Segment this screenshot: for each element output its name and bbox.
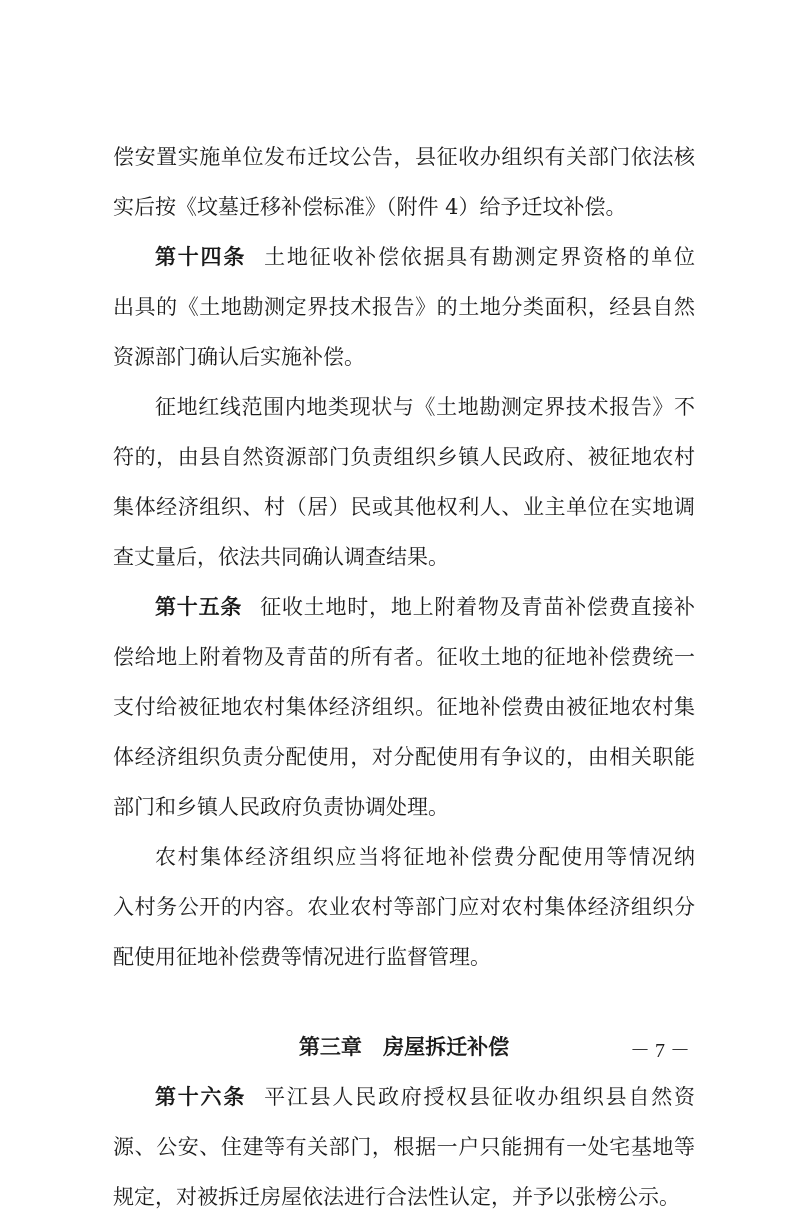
article-14-title: 第十四条	[155, 245, 247, 269]
article-15-text: 征收土地时，地上附着物及青苗补偿费直接补	[260, 595, 695, 619]
paragraph-line: 集体经济组织、村（居）民或其他权利人、业主单位在实地调	[113, 495, 695, 519]
paragraph-line: 农村集体经济组织应当将征地补偿费分配使用等情况纳	[155, 845, 695, 869]
paragraph-line: 征地红线范围内地类现状与《土地勘测定界技术报告》不	[155, 395, 695, 419]
article-16-text: 平江县人民政府授权县征收办组织县自然资	[264, 1085, 695, 1109]
paragraph-line: 体经济组织负责分配使用，对分配使用有争议的，由相关职能	[113, 745, 695, 769]
article-15-first-line	[113, 582, 695, 632]
page-number: － 7 －	[630, 1040, 690, 1062]
article-15-title: 第十五条	[155, 595, 243, 619]
paragraph-line: 偿安置实施单位发布迁坟公告，县征收办组织有关部门依法核	[113, 145, 695, 169]
paragraph-line: 符的，由县自然资源部门负责组织乡镇人民政府、被征地农村	[113, 445, 695, 469]
article-14-first-line	[113, 232, 695, 282]
paragraph-line: 部门和乡镇人民政府负责协调处理。	[113, 795, 449, 819]
article-16-first-line	[113, 1072, 695, 1122]
paragraph-line: 入村务公开的内容。农业农村等部门应对农村集体经济组织分	[113, 895, 695, 919]
paragraph-line: 查丈量后，依法共同确认调查结果。	[113, 545, 449, 569]
paragraph-line: 配使用征地补偿费等情况进行监督管理。	[113, 945, 491, 969]
paragraph-line: 支付给被征地农村集体经济组织。征地补偿费由被征地农村集	[113, 695, 695, 719]
paragraph-line: 源、公安、住建等有关部门，根据一户只能拥有一处宅基地等	[113, 1135, 695, 1159]
article-14-text: 土地征收补偿依据具有勘测定界资格的单位	[264, 245, 695, 269]
article-16-title: 第十六条	[155, 1085, 247, 1109]
paragraph-line: 偿给地上附着物及青苗的所有者。征收土地的征地补偿费统一	[113, 645, 695, 669]
paragraph-line: 资源部门确认后实施补偿。	[113, 345, 365, 369]
body-text	[113, 132, 695, 1222]
paragraph-line: 规定，对被拆迁房屋依法进行合法性认定，并予以张榜公示。	[113, 1185, 680, 1209]
paragraph-line: 出具的《土地勘测定界技术报告》的土地分类面积，经县自然	[113, 295, 695, 319]
paragraph-line: 实后按《坟墓迁移补偿标准》（附件 4）给予迁坟补偿。	[113, 195, 627, 219]
section-gap	[113, 982, 695, 1022]
chapter-heading: 第三章 房屋拆迁补偿	[298, 1035, 510, 1059]
